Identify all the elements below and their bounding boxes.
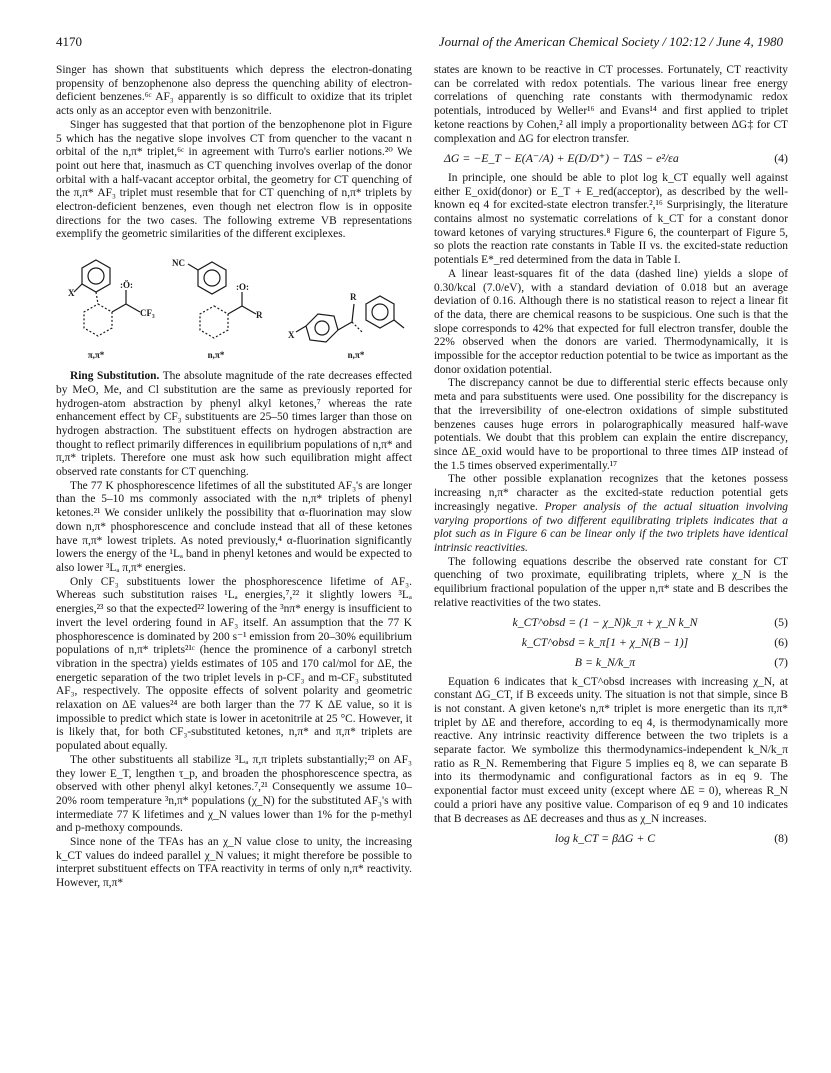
equation-body: k_CT^obsd = k_π[1 + χ_N(B − 1)] [521,635,689,650]
paragraph-text: The absolute magnitude of the rate decreases effected by MeO, Me, and Cl substitution are the same as previously reported for hydrogen-atom abstraction by phenyl alkyl ketones,⁷ whereas the rate enhancement effect by CF₃ substituents are 25–50 times larger than those on hydrogen abstraction. The substituent effects on hydrogen abstraction are thought to reflect primarily differences in equilibrium populations of n,π* and π,π* triplets. Therefore one must ask how such equilibration might affect observed rate constants for CT quenching. [56,370,412,479]
equation-4 [434,152,788,166]
equation-number: (7) [774,654,788,669]
state-label-pi-pi: π,π* [87,350,105,361]
equation-number: (5) [774,615,788,630]
paragraph: A linear least-squares fit of the data (dashed line) yields a slope of 0.30/kcal (7.0/eV), with a standard deviation of 0.018 but an average deviation of 0.16. Although there is no statistical reason to reject a linear fit of the data, there are chemical reasons to be suspicious. One such is that the slope corresponds to 42% that expected for full electron transfer, double the 22% observed when the donors are varied. Thermodynamically, it is impossible for the acceptor reduction potential to be twice as important as the donor oxidation potential. [434,267,788,376]
equation-number: (6) [774,635,788,650]
carbonyl-oxygen-label: :O: [236,282,249,293]
x-substituent-label: X [68,288,75,299]
paragraph [434,473,788,555]
paragraph: The discrepancy cannot be due to differential steric effects because only meta and para substituents were used. One possibility for the discrepancy is that the irreversibility of one-electron oxidations of simple substituted benzenes causes huge errors in polarographically measured half-wave potentials. We doubt that this problem can explain the entire discrepancy, since ΔE_oxid would have to be proportional to three times ΔIP instead of the 1.5 times observed experimentally.¹⁷ [434,377,788,472]
equation-number: (4) [774,151,788,166]
equation-6 [434,636,788,650]
exciplex-structures-figure [56,252,412,364]
state-label-n-pi: n,π* [347,350,365,361]
run-in-heading: Ring Substitution. [70,370,160,383]
r-label: R [256,310,263,321]
x-substituent-label: X [288,330,295,341]
page-header [56,34,783,52]
emphasized-text: Proper analysis of the actual situation involving varying proportions of two different equilibrating triplets indicates that a plot such as in Figure 6 can be linear only if the two triplets have identical intrinsic reactivities. [434,500,788,554]
paragraph: states are known to be reactive in CT processes. Fortunately, CT reactivity can be correlated with redox potentials. The various linear free energy correlations of quenching rate constants with thermodynamic redox potentials, introduced by Weller¹⁶ and Evans¹⁴ and first applied to triplet ketone reactions by Cohen,² all imply a proportionality between ΔG‡ for CT complexation and ΔG for electron transfer. [434,64,788,145]
cf3-label: CF₃ [140,308,155,319]
right-column [434,64,788,852]
state-label-n-pi: n,π* [207,350,225,361]
equation-number: (8) [774,831,788,846]
paragraph: Equation 6 indicates that k_CT^obsd increases with increasing χ_N, at constant ΔG_CT, if B exceeds unity. The situation is not that simple, since B is not constant. A given ketone's n,π* triplet is more energetic than its π,π* triplet by ΔE and therefore, according to eq 4, is thermodynamically more reactive. Any intrinsic reactivity difference between the two triplets is a separate factor. We symbolize this thermodynamics-independent k_N/k_π ratio as R_N. Remembering that Figure 5 implies eq 8, we can separate B into its thermodynamic and configurational factors as in eq 9. The exponential factor must exceed unity (except where ΔE = 0), whereas R_N could a priori have any positive value. Comparison of eq 9 and 10 indicates that B decreases as ΔE decreases and thus as χ_N increases. [434,675,788,825]
equation-8 [434,832,788,846]
nc-label: NC [172,258,185,269]
left-column [56,64,412,891]
paragraph: The 77 K phosphorescence lifetimes of all the substituted AF₃'s are longer than the 5–10 ms commonly associated with the n,π* triplets of phenyl ketones.²¹ We consider unlikely the possibility that α-fluorination may slow down n,π* phosphorescence and conclude instead that all of these ketones have π,π* lowest triplets. As noted previously,⁴ α-fluorination significantly lowers the energy of the ¹Lₐ band in phenyl ketones and would be expected to also lower ³Lₐ π,π* energies. [56,479,412,574]
equation-body: ΔG = −E_T − E(A⁻/A) + E(D/D⁺) − TΔS − e²/εa [444,151,679,166]
paragraph: Singer has shown that substituents which depress the electron-donating propensity of benzophenone also depress the quenching ability of electron-deficient benzenes.⁶ᶜ AF₃ apparently is so difficult to oxidize that its triplet acts only as an acceptor even with benzonitrile. [56,64,412,118]
equation-7 [434,656,788,670]
page-number: 4170 [56,34,82,49]
equation-body: B = k_N/k_π [574,654,636,669]
equation-body: log k_CT = βΔG + C [554,831,656,846]
dotted-ring [84,304,112,336]
paragraph: Since none of the TFAs has an χ_N value close to unity, the increasing k_CT values do indeed parallel χ_N values; it might therefore be possible to interpret substituent effects on TFA reactivity in terms of only n,π* reactivity. However, π,π* [56,836,412,890]
equation-body: k_CT^obsd = (1 − χ_N)k_π + χ_N k_N [512,615,698,630]
benzene-ring [82,260,110,292]
paragraph: Singer has suggested that that portion of the benzophenone plot in Figure 5 which has the negative slope involves CT from quencher to the vacant n orbital of the n,π* triplet,⁶ᶜ in agreement with Turro's earlier notions.²⁰ We point out here that, inasmuch as CT quenching involves overlap of the donor orbital with a half-vacant acceptor orbital, the geometry for CT quenching of the π,π* AF₃ triplet must resemble that for CT quenching of n,π* triplets by electron-deficient benzenes, even though net electron flow is in opposite directions for the two cases. The following extreme VB representations exemplify the geometric similarities of the different exciplexes. [56,118,412,241]
paragraph-text: The other possible explanation recognizes that the ketones possess increasing n,π* character as the excited-state reduction potential gets increasingly negative. [434,473,788,513]
exciplex-structures-drawing [56,252,412,364]
paragraph: The following equations describe the observed rate constant for CT quenching of two proximate, equilibrating triplets, where χ_N is the equilibrium fractional population of the upper n,π* state and B describes the relative reactivities of the two states. [434,555,788,609]
equation-5 [434,616,788,630]
journal-running-title: Journal of the American Chemical Society / 102:12 / June 4, 1980 [438,34,783,49]
paragraph [56,370,412,480]
r-label: R [350,292,357,303]
paragraph: In principle, one should be able to plot log k_CT equally well against either E_oxid(donor) or E_T + E_red(acceptor), as described by the well-known eq 4 for excited-state electron transfer.²,¹⁶ Surprisingly, the literature contains almost no systematic correlations of k_CT for a constant donor toward ketones of varying structures.⁸ Figure 6, the counterpart of Figure 5, so plots the reaction rate constants in Table II vs. the excited-state reduction potentials E*_red determined from the data in Table I. [434,171,788,267]
paragraph: Only CF₃ substituents lower the phosphorescence lifetime of AF₃. Whereas such substitution raises ¹Lₐ energies,⁷,²² it slightly lowers ³Lₐ energies,²³ so that the expected²² lowering of the ³nπ* energy is insufficient to invert the level ordering found in AF₃ itself. An assumption that the 77 K phosphorescence is dominated by 200 s⁻¹ emission from 20–30% equilibrium populations of n,π* triplets²¹ᶜ (hence the prominence of a carbonyl stretch vibration in the spectra) yields estimates of 105 and 170 cal/mol for ΔE, the energetic separation of the two triplet levels in p-CF₃ and m-CF₃ substituted AF₃, respectively. The opposite effects of solvent polarity and geometric relaxation on ΔE values²⁴ are both larger than the 77 K ΔE value, so it is impossible to predict which state is lower in acetonitrile at 25 °C. However, it is likely that, for both CF₃-substituted ketones, n,π* and π,π* triplets are populated about equally. [56,575,412,753]
carbonyl-oxygen-label: :Ö: [120,280,133,291]
paragraph: The other substituents all stabilize ³Lₐ π,π triplets substantially;²³ on AF₃ they lower E_T, lengthen τ_p, and broaden the phosphorescence spectra, as observed with other phenyl alkyl ketones.⁷,²¹ Consequently we assume 10–20% room temperature ³n,π* populations (χ_N) for the substituted AF₃'s with intermediate 77 K lifetimes and χ_N values lower than 1% for the p-methyl and p-methoxy compounds. [56,753,412,835]
